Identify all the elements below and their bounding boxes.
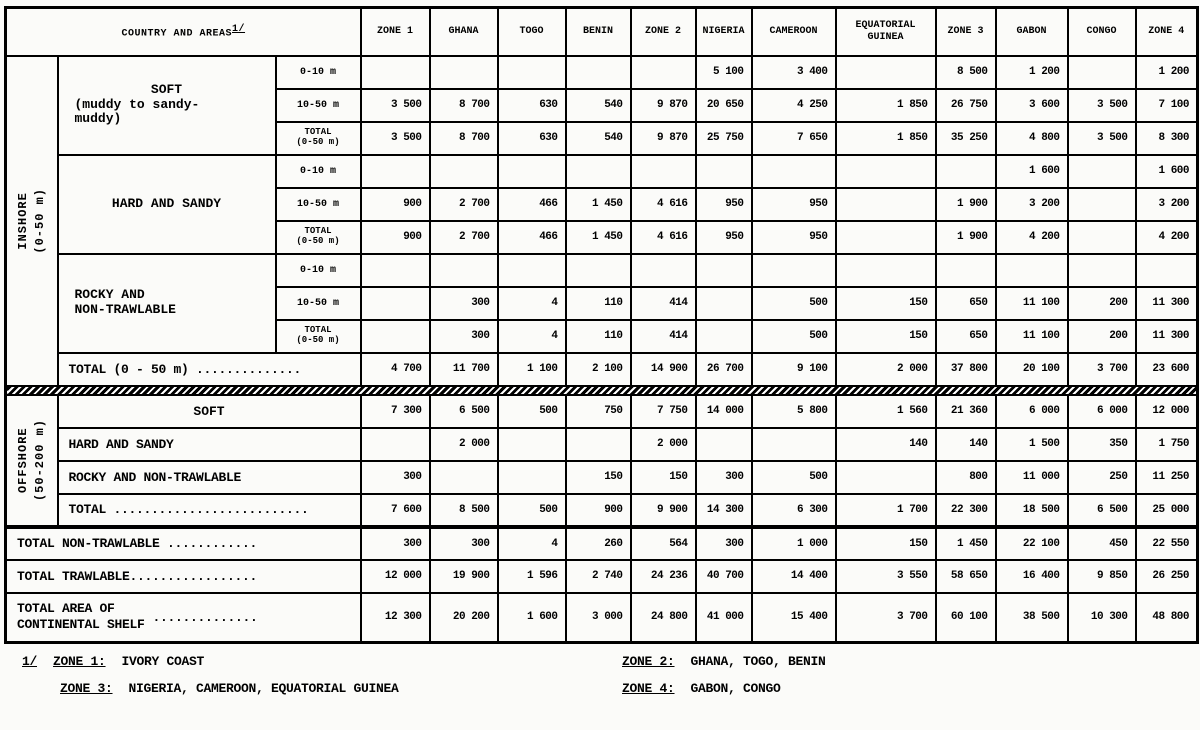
table-cell: 110 [566, 287, 631, 320]
table-cell: 630 [498, 89, 566, 122]
table-cell: 20 650 [696, 89, 752, 122]
table-cell: 750 [566, 395, 631, 428]
footnote-zone1 [22, 654, 622, 669]
table-cell: 414 [631, 320, 696, 353]
table-cell: 1 596 [498, 560, 566, 593]
inshore-label: INSHORE [15, 191, 30, 250]
table-cell [836, 56, 936, 89]
table-cell: 3 200 [1136, 188, 1198, 221]
table-cell: 950 [696, 188, 752, 221]
table-cell: 3 500 [1068, 122, 1136, 155]
table-cell: 11 100 [996, 287, 1068, 320]
table-cell: 1 200 [996, 56, 1068, 89]
table-cell: 26 250 [1136, 560, 1198, 593]
column-header-zone-1: ZONE 1 [361, 8, 430, 56]
table-cell: 500 [498, 395, 566, 428]
table-cell: 20 200 [430, 593, 498, 643]
table-cell: 1 850 [836, 89, 936, 122]
offshore-section-label [6, 395, 58, 527]
column-header-nigeria: NIGERIA [696, 8, 752, 56]
table-cell: 1 700 [836, 494, 936, 527]
table-cell: 564 [631, 527, 696, 560]
table-cell: 300 [361, 527, 430, 560]
offshore-total-label: TOTAL .......................... [58, 494, 361, 527]
table-cell: 300 [430, 287, 498, 320]
table-cell: 300 [430, 527, 498, 560]
soft-label-line1: SOFT [150, 81, 183, 97]
table-cell: 450 [1068, 527, 1136, 560]
depth-total-line1: TOTAL [304, 325, 332, 336]
table-cell: 8 500 [430, 494, 498, 527]
table-cell: 25 750 [696, 122, 752, 155]
table-cell: 6 000 [1068, 395, 1136, 428]
table-cell: 3 700 [836, 593, 936, 643]
table-cell: 4 250 [752, 89, 836, 122]
table-cell: 24 800 [631, 593, 696, 643]
table-cell: 2 000 [430, 428, 498, 461]
table-cell [361, 56, 430, 89]
table-cell [631, 155, 696, 188]
footnote-zone2-label: ZONE 2: [622, 654, 675, 669]
table-cell [752, 155, 836, 188]
table-cell: 3 500 [1068, 89, 1136, 122]
table-cell: 7 750 [631, 395, 696, 428]
table-cell: 9 900 [631, 494, 696, 527]
table-cell: 300 [430, 320, 498, 353]
total-non-trawlable-label: TOTAL NON-TRAWLABLE ............ [6, 527, 361, 560]
offshore-label: OFFSHORE [15, 427, 30, 493]
table-cell: 950 [696, 221, 752, 254]
table-cell: 1 600 [1136, 155, 1198, 188]
table-cell: 22 550 [1136, 527, 1198, 560]
row-rocky-0-10 [6, 254, 1198, 287]
table-cell: 414 [631, 287, 696, 320]
table-cell: 900 [361, 188, 430, 221]
footnote-zone2 [622, 654, 1196, 669]
table-cell: 800 [936, 461, 996, 494]
rocky-label-line1: ROCKY AND [74, 287, 145, 303]
table-cell: 140 [936, 428, 996, 461]
table-cell [696, 254, 752, 287]
table-cell: 540 [566, 89, 631, 122]
column-header-zone-4: ZONE 4 [1136, 8, 1198, 56]
depth-label: 10-50 m [276, 188, 361, 221]
table-cell: 3 200 [996, 188, 1068, 221]
table-cell [430, 56, 498, 89]
table-cell: 11 100 [996, 320, 1068, 353]
depth-total-line2: (0-50 m) [296, 137, 340, 147]
footnote-zone2-text: GHANA, TOGO, BENIN [690, 654, 826, 669]
soft-category-label [58, 56, 276, 155]
table-cell: 3 600 [996, 89, 1068, 122]
table-cell: 11 300 [1136, 320, 1198, 353]
table-cell: 2 700 [430, 221, 498, 254]
table-cell [752, 428, 836, 461]
footnote-zone4-label: ZONE 4: [622, 681, 675, 696]
table-cell [498, 155, 566, 188]
table-cell: 3 550 [836, 560, 936, 593]
section-separator-band [6, 386, 1198, 395]
table-cell: 48 800 [1136, 593, 1198, 643]
table-cell: 2 000 [836, 353, 936, 386]
column-header-equatorial-guinea: EQUATORIAL GUINEA [836, 8, 936, 56]
column-header-zone-3: ZONE 3 [936, 8, 996, 56]
column-header-zone-2: ZONE 2 [631, 8, 696, 56]
row-offshore-total [6, 494, 1198, 527]
table-cell: 150 [566, 461, 631, 494]
inshore-total-label: TOTAL (0 - 50 m) .............. [58, 353, 361, 386]
table-cell [936, 254, 996, 287]
table-cell [430, 155, 498, 188]
corner-header [6, 8, 361, 56]
row-total-trawlable [6, 560, 1198, 593]
table-cell: 9 100 [752, 353, 836, 386]
footnote-zone3-label: ZONE 3: [60, 681, 113, 696]
table-cell: 3 500 [361, 122, 430, 155]
table-cell: 4 [498, 287, 566, 320]
table-cell: 500 [752, 320, 836, 353]
soft-label-line2: (muddy to sandy- [74, 96, 200, 112]
table-cell: 950 [752, 188, 836, 221]
depth-label: 10-50 m [276, 89, 361, 122]
table-cell [566, 56, 631, 89]
footnote-zone4 [622, 681, 1196, 696]
table-cell: 15 400 [752, 593, 836, 643]
table-cell: 6 500 [1068, 494, 1136, 527]
table-cell: 3 700 [1068, 353, 1136, 386]
table-cell [361, 287, 430, 320]
table-cell: 630 [498, 122, 566, 155]
table-cell: 150 [836, 320, 936, 353]
table-cell: 4 [498, 320, 566, 353]
table-cell: 1 450 [936, 527, 996, 560]
table-cell: 950 [752, 221, 836, 254]
shelf-area-label-line1: TOTAL AREA OF [17, 601, 115, 616]
table-cell: 11 700 [430, 353, 498, 386]
total-trawlable-label: TOTAL TRAWLABLE................. [6, 560, 361, 593]
table-cell: 12 000 [361, 560, 430, 593]
table-cell [361, 428, 430, 461]
table-cell [836, 155, 936, 188]
offshore-soft-label: SOFT [58, 395, 361, 428]
table-cell: 300 [361, 461, 430, 494]
table-cell [566, 155, 631, 188]
table-cell: 150 [631, 461, 696, 494]
table-cell [430, 254, 498, 287]
table-cell: 7 100 [1136, 89, 1198, 122]
table-cell: 8 700 [430, 122, 498, 155]
offshore-hard-label: HARD AND SANDY [58, 428, 361, 461]
table-cell: 1 500 [996, 428, 1068, 461]
table-cell: 12 000 [1136, 395, 1198, 428]
soft-label-line3: muddy) [74, 111, 122, 127]
table-cell [430, 461, 498, 494]
table-cell: 500 [752, 287, 836, 320]
table-cell: 20 100 [996, 353, 1068, 386]
footnote-line-2 [22, 681, 1196, 696]
table-cell: 6 300 [752, 494, 836, 527]
offshore-rocky-label: ROCKY AND NON-TRAWLABLE [58, 461, 361, 494]
table-cell [498, 428, 566, 461]
table-cell [696, 428, 752, 461]
table-cell: 900 [566, 494, 631, 527]
footnote-zone3-text: NIGERIA, CAMEROON, EQUATORIAL GUINEA [128, 681, 399, 696]
row-offshore-hard [6, 428, 1198, 461]
depth-total-line2: (0-50 m) [296, 236, 340, 246]
column-header-gabon: GABON [996, 8, 1068, 56]
table-cell: 21 360 [936, 395, 996, 428]
table-cell: 19 900 [430, 560, 498, 593]
footnotes [22, 654, 1196, 696]
footnote-zone1-label: ZONE 1: [53, 654, 106, 669]
table-cell: 10 300 [1068, 593, 1136, 643]
table-cell: 1 450 [566, 221, 631, 254]
table-cell [498, 254, 566, 287]
table-cell: 466 [498, 188, 566, 221]
inshore-section-label [6, 56, 58, 386]
depth-label [276, 221, 361, 254]
table-cell: 250 [1068, 461, 1136, 494]
table-cell: 540 [566, 122, 631, 155]
table-cell [361, 155, 430, 188]
offshore-range-label: (50-200 m) [32, 418, 47, 501]
table-cell [1068, 56, 1136, 89]
table-cell: 350 [1068, 428, 1136, 461]
table-cell: 4 616 [631, 221, 696, 254]
table-cell [836, 461, 936, 494]
table-cell: 7 300 [361, 395, 430, 428]
header-row [6, 8, 1198, 56]
depth-total-line2: (0-50 m) [296, 335, 340, 345]
table-cell: 2 000 [631, 428, 696, 461]
table-cell: 300 [696, 461, 752, 494]
table-cell: 260 [566, 527, 631, 560]
inshore-range-label: (0-50 m) [32, 187, 47, 254]
table-cell: 1 200 [1136, 56, 1198, 89]
table-cell: 5 800 [752, 395, 836, 428]
table-cell: 466 [498, 221, 566, 254]
table-cell: 650 [936, 287, 996, 320]
table-cell [836, 188, 936, 221]
footnote-zone1-text: IVORY COAST [121, 654, 205, 669]
table-cell: 900 [361, 221, 430, 254]
table-cell: 26 750 [936, 89, 996, 122]
table-cell [696, 320, 752, 353]
table-cell: 1 600 [996, 155, 1068, 188]
table-cell [936, 155, 996, 188]
table-cell: 37 800 [936, 353, 996, 386]
table-cell: 35 250 [936, 122, 996, 155]
table-cell: 500 [498, 494, 566, 527]
table-cell [1068, 221, 1136, 254]
depth-label: 0-10 m [276, 155, 361, 188]
table-cell [996, 254, 1068, 287]
table-cell: 38 500 [996, 593, 1068, 643]
table-cell: 9 870 [631, 89, 696, 122]
table-cell: 2 100 [566, 353, 631, 386]
table-cell: 26 700 [696, 353, 752, 386]
column-header-benin: BENIN [566, 8, 631, 56]
column-header-ghana: GHANA [430, 8, 498, 56]
table-cell [752, 254, 836, 287]
depth-total-line1: TOTAL [304, 127, 332, 138]
table-cell: 40 700 [696, 560, 752, 593]
corner-header-text: COUNTRY AND AREAS [121, 28, 233, 40]
table-cell [696, 287, 752, 320]
table-cell: 140 [836, 428, 936, 461]
table-cell: 11 300 [1136, 287, 1198, 320]
table-cell [836, 254, 936, 287]
table-cell: 16 400 [996, 560, 1068, 593]
table-cell: 6 500 [430, 395, 498, 428]
table-cell [566, 428, 631, 461]
table-cell: 7 650 [752, 122, 836, 155]
footnote-line-1 [22, 654, 1196, 669]
dot-leaders: .............. [152, 609, 258, 625]
table-cell: 22 100 [996, 527, 1068, 560]
table-cell: 1 900 [936, 221, 996, 254]
table-cell [1068, 155, 1136, 188]
footnote-zone3 [22, 681, 622, 696]
depth-label: 10-50 m [276, 287, 361, 320]
row-offshore-rocky [6, 461, 1198, 494]
table-cell: 60 100 [936, 593, 996, 643]
column-header-cameroon: CAMEROON [752, 8, 836, 56]
table-cell: 1 100 [498, 353, 566, 386]
table-cell: 4 700 [361, 353, 430, 386]
table-cell [498, 461, 566, 494]
table-cell: 6 000 [996, 395, 1068, 428]
table-cell: 4 [498, 527, 566, 560]
column-header-togo: TOGO [498, 8, 566, 56]
depth-total-line1: TOTAL [304, 226, 332, 237]
table-cell: 110 [566, 320, 631, 353]
hatch-band [6, 386, 1198, 395]
table-cell: 650 [936, 320, 996, 353]
table-cell: 14 400 [752, 560, 836, 593]
table-cell: 8 300 [1136, 122, 1198, 155]
shelf-area-label-line2: CONTINENTAL SHELF [17, 617, 145, 633]
table-cell: 11 250 [1136, 461, 1198, 494]
table-cell: 14 900 [631, 353, 696, 386]
row-offshore-soft [6, 395, 1198, 428]
table-cell: 200 [1068, 320, 1136, 353]
table-cell: 1 900 [936, 188, 996, 221]
table-cell [1136, 254, 1198, 287]
row-soft-0-10 [6, 56, 1198, 89]
table-cell: 1 560 [836, 395, 936, 428]
rocky-label-line2: NON-TRAWLABLE [74, 302, 176, 317]
row-total-shelf-area [6, 593, 1198, 643]
table-cell [836, 221, 936, 254]
table-cell: 1 600 [498, 593, 566, 643]
row-hard-0-10 [6, 155, 1198, 188]
table-cell: 22 300 [936, 494, 996, 527]
table-cell: 12 300 [361, 593, 430, 643]
table-cell: 1 750 [1136, 428, 1198, 461]
table-cell: 24 236 [631, 560, 696, 593]
table-cell: 3 000 [566, 593, 631, 643]
table-cell: 3 400 [752, 56, 836, 89]
total-shelf-area-label [6, 593, 361, 643]
table-cell [361, 320, 430, 353]
table-cell: 150 [836, 527, 936, 560]
footnote-ref: 1/ [22, 654, 38, 669]
table-cell: 9 850 [1068, 560, 1136, 593]
table-cell: 1 850 [836, 122, 936, 155]
table-cell [1068, 188, 1136, 221]
table-cell: 4 200 [1136, 221, 1198, 254]
depth-label: 0-10 m [276, 254, 361, 287]
table-cell: 500 [752, 461, 836, 494]
table-cell: 41 000 [696, 593, 752, 643]
table-cell: 200 [1068, 287, 1136, 320]
table-cell [696, 155, 752, 188]
row-inshore-total [6, 353, 1198, 386]
table-cell: 2 740 [566, 560, 631, 593]
table-cell: 11 000 [996, 461, 1068, 494]
table-cell: 7 600 [361, 494, 430, 527]
table-cell: 18 500 [996, 494, 1068, 527]
footnote-reference: 1/ [232, 23, 246, 35]
table-cell: 9 870 [631, 122, 696, 155]
continental-shelf-table [4, 6, 1199, 644]
table-cell [631, 254, 696, 287]
depth-label [276, 320, 361, 353]
table-cell: 1 450 [566, 188, 631, 221]
table-cell [1068, 254, 1136, 287]
table-cell: 58 650 [936, 560, 996, 593]
table-cell: 3 500 [361, 89, 430, 122]
hard-category-label: HARD AND SANDY [58, 155, 276, 254]
table-cell: 25 000 [1136, 494, 1198, 527]
table-cell: 23 600 [1136, 353, 1198, 386]
table-cell: 150 [836, 287, 936, 320]
table-cell: 2 700 [430, 188, 498, 221]
table-cell: 14 000 [696, 395, 752, 428]
table-cell [361, 254, 430, 287]
table-cell [631, 56, 696, 89]
table-cell: 4 800 [996, 122, 1068, 155]
footnote-zone4-text: GABON, CONGO [690, 681, 781, 696]
table-cell: 300 [696, 527, 752, 560]
rocky-category-label [58, 254, 276, 353]
table-cell [498, 56, 566, 89]
table-cell: 4 200 [996, 221, 1068, 254]
depth-label: 0-10 m [276, 56, 361, 89]
table-cell: 4 616 [631, 188, 696, 221]
depth-label [276, 122, 361, 155]
table-cell: 1 000 [752, 527, 836, 560]
table-cell: 5 100 [696, 56, 752, 89]
column-header-congo: CONGO [1068, 8, 1136, 56]
table-cell: 14 300 [696, 494, 752, 527]
row-total-non-trawlable [6, 527, 1198, 560]
table-cell: 8 500 [936, 56, 996, 89]
table-cell [566, 254, 631, 287]
table-cell: 8 700 [430, 89, 498, 122]
